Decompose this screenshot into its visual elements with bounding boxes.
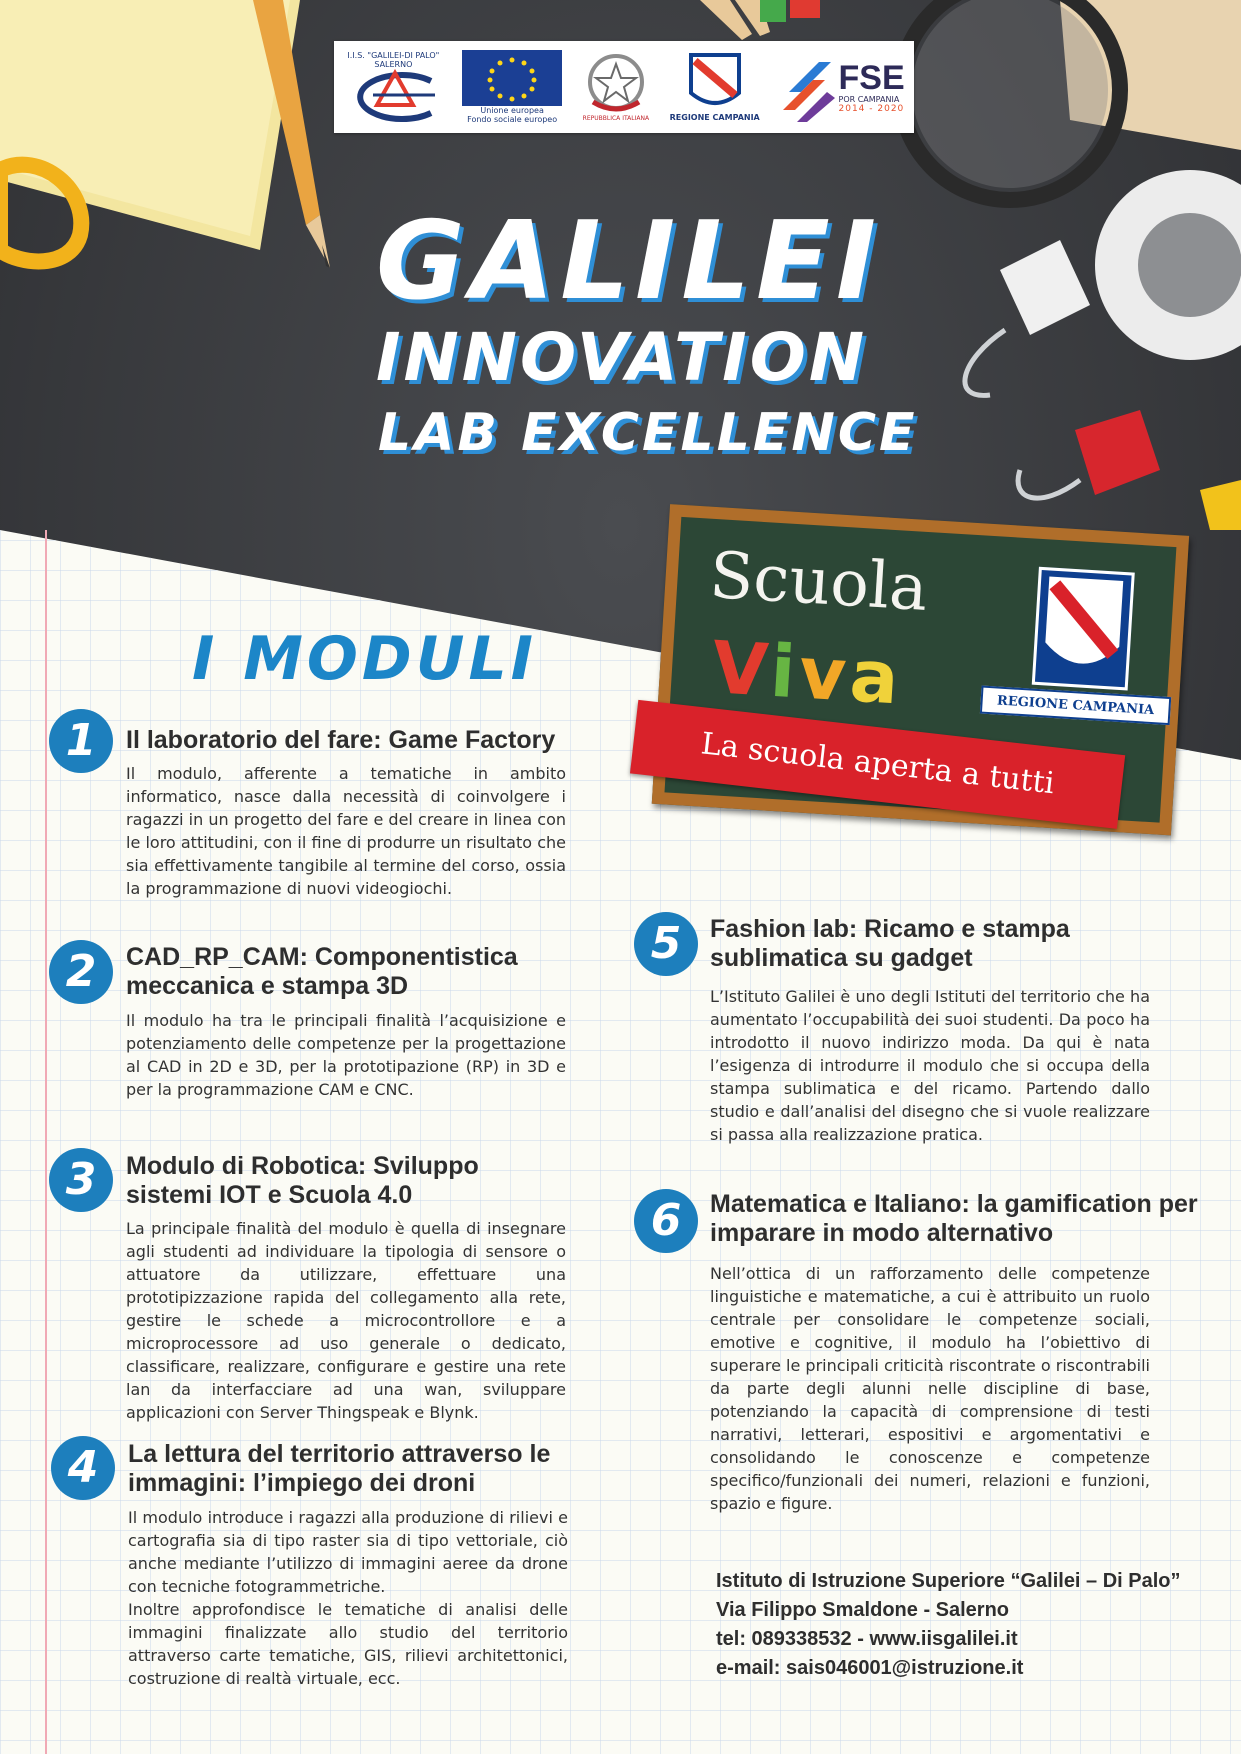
eu-flag-icon [462,50,562,106]
viva-letter: V [709,625,774,713]
module-body: Il modulo, afferente a tematiche in ambito informatico, nasce dalla necessità di coinvolgere i ragazzi in un progetto del fare e del creare in linea con le loro attitudini, con il fine di produrre un risultato che sia effettivamente tangibile al termine del corso, ossia la programmazione di nuovi videogiochi. [126,764,566,898]
contact-block [716,1567,1181,1683]
fse-logo [779,47,905,127]
eu-logo-line1: Unione europea [480,106,544,115]
module-body: La principale finalità del modulo è quella di insegnare agli studenti ad individuare la tipologia di sensore o attuatore da utilizzare, effettuare una prototipizzazione rapida del collegamento alla rete, gestire le schede a microcontrollore e a microprocessore ad uso generale o dedicato, classificare, realizzare, configurare e gestire una rete lan da interfacciare ad una wan, sviluppare applicazioni con Server Thingspeak e Blynk. [126,1219,566,1422]
module-title: La lettura del territorio attraverso le immagini: l’impiego dei droni [128,1440,551,1497]
regione-campania-logo [670,47,760,127]
title-line-innovation: INNOVATION [376,319,868,396]
eu-logo [462,47,562,127]
module-title: Il laboratorio del fare: Game Factory [126,726,556,754]
contact-institute: Istituto di Istruzione Superiore “Galilei – Di Palo” [716,1570,1181,1592]
module-number-badge: 4 [51,1436,115,1500]
regione-logo-text: REGIONE CAMPANIA [669,112,760,122]
fse-years: 2014 - 2020 [838,103,905,114]
scuola-viva-word-viva [709,625,906,721]
repubblica-emblem-icon [581,52,651,114]
module-title: Modulo di Robotica: Sviluppo sistemi IOT e Scuola 4.0 [126,1152,479,1209]
title-line-galilei: GALILEI [376,199,883,324]
scuola-viva-banner-text: La scuola aperta a tutti [699,726,1057,802]
galilei-logo [343,47,443,127]
module-number-badge: 6 [634,1189,698,1253]
contact-address: Via Filippo Smaldone - Salerno [716,1599,1010,1621]
title-line-lab-excellence: LAB EXCELLENCE [378,403,918,463]
module-body: Il modulo ha tra le principali finalità l’acquisizione e potenziamento delle competenze per la progettazione al CAD in 2D e 3D, per la prototipazione (RP) in 3D e per la programmazione CAM e CNC. [126,1011,566,1099]
sponsor-logo-strip [334,41,914,133]
module-number-badge: 5 [634,912,698,976]
module-title: Fashion lab: Ricamo e stampa sublimatica su gadget [710,915,1070,972]
viva-letter: v [796,630,853,718]
module-body: Il modulo introduce i ragazzi alla produzione di rilievi e cartografia sia di tipo raster sia di tipo vettoriale, ciò anche mediante l’utilizzo di immagini aeree da drone con tecniche fotogrammetriche. Inoltre approfondisce le tematiche di analisi delle immagini finalizzate allo studio del territorio attraverso carte tematiche, GIS, rilievi architettonici, costruzione di realtà virtuale, ecc. [128,1508,568,1688]
module-number-badge: 3 [49,1148,113,1212]
repubblica-logo-text: REPUBBLICA ITALIANA [582,114,650,122]
scuola-viva-logo [637,504,1209,917]
contact-email: e-mail: sais046001@istruzione.it [716,1657,1024,1679]
fse-subtitle: POR CAMPANIA [838,94,900,104]
module-number-badge: 2 [49,940,113,1004]
eu-logo-line2: Fondo sociale europeo [467,115,558,124]
module-body: L’Istituto Galilei è uno degli Istituti del territorio che ha aumentato l’occupabilità dei suoi studenti. Da poco ha introdotto il nuovo indirizzo moda. Da qui è nata l’esigenza di introdurre il modulo che si occupa della stampa sublimatica e del ricamo. Partendo dallo studio e dall’analisi del disegno che si vuole realizzare si passa alla realizzazione pratica. [710,987,1150,1144]
module-title: CAD_RP_CAM: Componentistica meccanica e stampa 3D [126,943,518,1000]
fse-arrows-icon [779,52,835,122]
galilei-emblem-icon [343,69,443,123]
regione-campania-shield-icon [687,53,743,113]
fse-title: FSE [838,58,905,97]
module-number-badge: 1 [49,709,113,773]
regione-campania-label: REGIONE CAMPANIA [980,686,1171,726]
galilei-logo-city: SALERNO [374,60,413,69]
moduli-heading: I MODULI [192,624,538,694]
repubblica-logo [581,47,651,127]
viva-letter: a [847,633,906,721]
module-title: Matematica e Italiano: la gamification per imparare in modo alternativo [710,1190,1198,1247]
campania-shield-icon [1032,567,1135,691]
module-body: Nell’ottica di un rafforzamento delle competenze linguistiche e matematiche, a cui è attribuito un ruolo centrale per consolidare le competenze sociali, emotive e cognitive, il modulo ha l’obiettivo di superare le principali criticità riscontrate o riscontrabili da parte degli alunni nelle discipline di base, potenziando la capacità di comprensione di testi narrativi, letterari, espositivi e argomentativi e consolidando le conoscenze e competenze specifico/funzionali dei numeri, relazioni e funzioni, spazio e figure. [710,1264,1150,1513]
viva-letter: i [768,628,802,715]
galilei-logo-name: I.I.S. "GALILEI-DI PALO" [347,51,440,60]
scuola-viva-word-scuola: Scuola [707,538,930,626]
contact-phone-website: tel: 089338532 - www.iisgalilei.it [716,1628,1018,1650]
